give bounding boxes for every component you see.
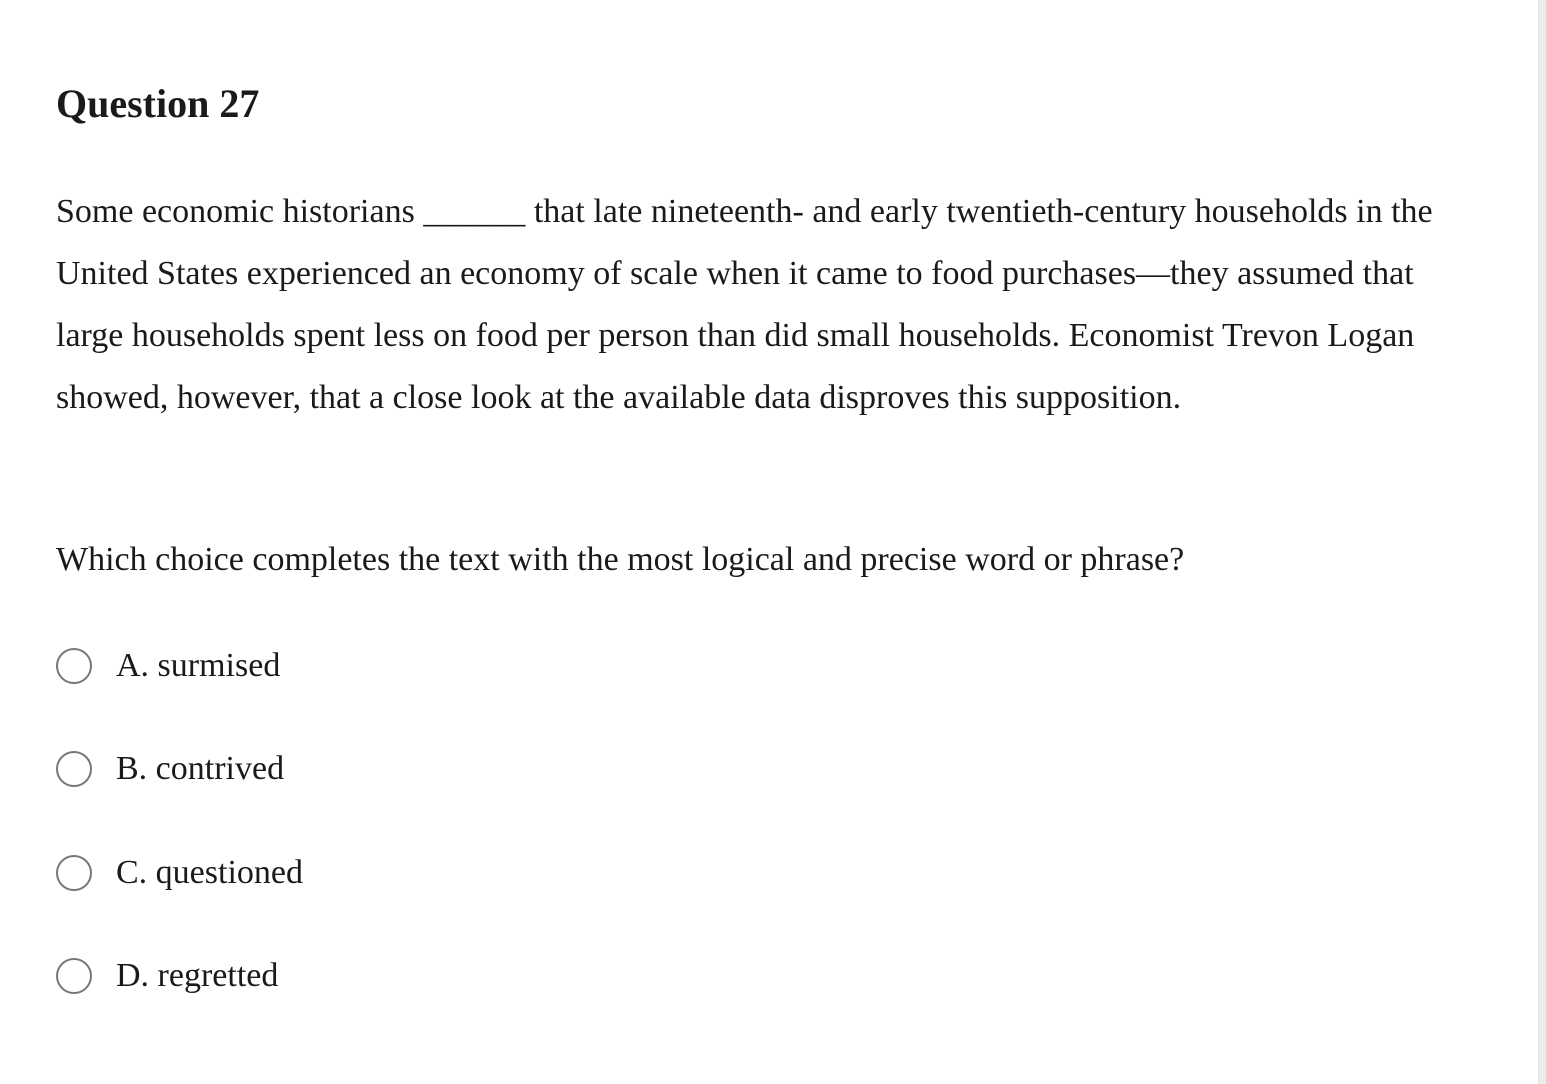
answer-choice-c[interactable] bbox=[56, 851, 303, 895]
page-right-edge bbox=[1538, 0, 1546, 1084]
answer-choice-label: D. regretted bbox=[116, 957, 279, 994]
answer-choice-a[interactable] bbox=[56, 644, 280, 688]
answer-choice-label: B. contrived bbox=[116, 750, 285, 787]
question-passage: Some economic historians ______ that late nineteenth- and early twentieth-century households in the United States experienced an economy of scale when it came to food purchases—they assumed that large households spent less on food per person than did small households. Economist Trevon Logan showed, however, that a close look at the available data disproves this supposition. bbox=[56, 193, 1433, 416]
radio-button-a[interactable] bbox=[56, 648, 92, 684]
answer-choice-label: A. surmised bbox=[116, 647, 281, 684]
answer-choice-label: C. questioned bbox=[116, 854, 303, 891]
answer-choice-b[interactable] bbox=[56, 747, 284, 791]
radio-button-b[interactable] bbox=[56, 751, 92, 787]
answer-choice-d[interactable] bbox=[56, 954, 278, 998]
radio-button-c[interactable] bbox=[56, 855, 92, 891]
radio-button-d[interactable] bbox=[56, 958, 92, 994]
question-title: Question 27 bbox=[56, 81, 260, 126]
question-prompt: Which choice completes the text with the most logical and precise word or phrase? bbox=[56, 541, 1185, 578]
